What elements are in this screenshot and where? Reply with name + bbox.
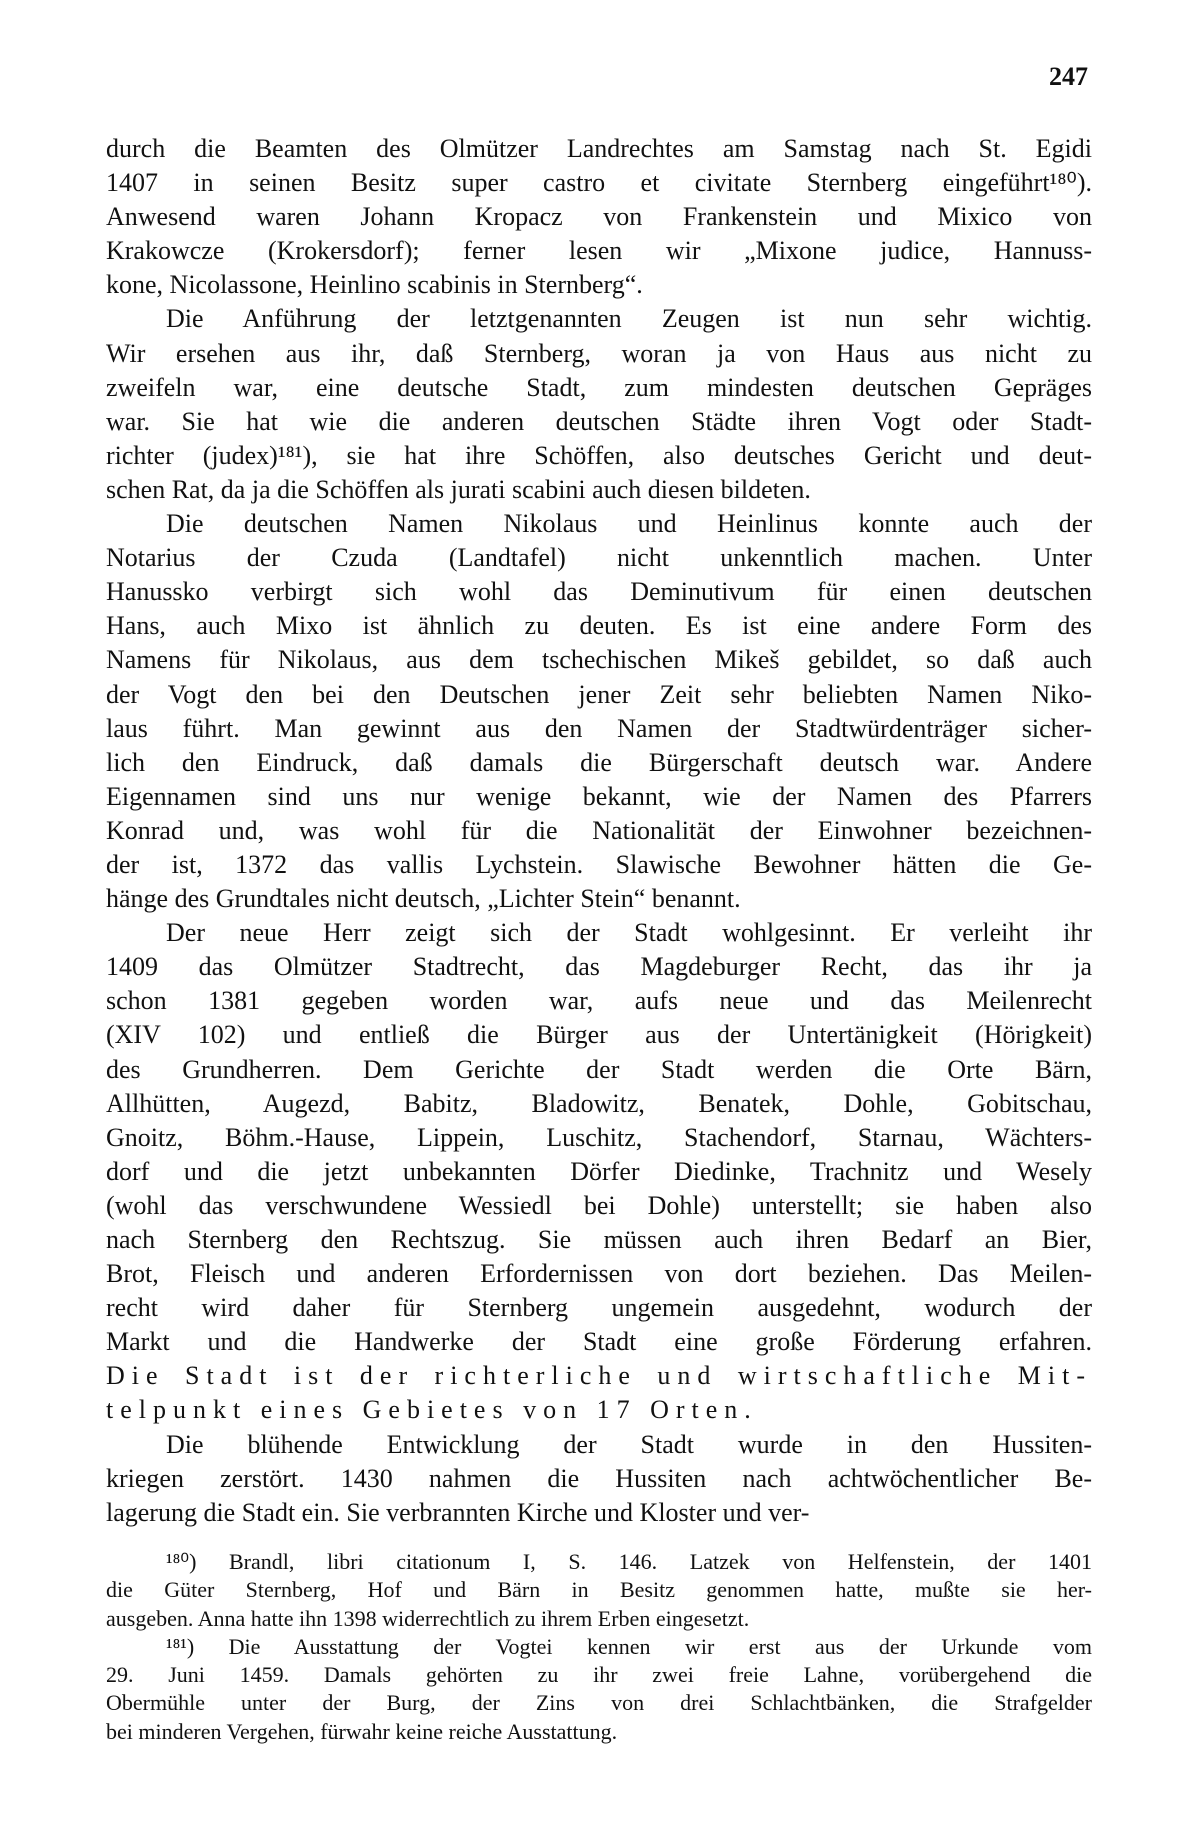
- text-line: dorf und die jetzt unbekannten Dörfer Diedinke, Trachnitz und Wesely: [106, 1156, 1092, 1186]
- text-line: (XIV 102) und entließ die Bürger aus der Untertänigkeit (Hörigkeit): [106, 1020, 1092, 1050]
- text-line: Die deutschen Namen Nikolaus und Heinlinus konnte auch der: [166, 509, 1092, 539]
- text-line: Eigennamen sind uns nur wenige bekannt, wie der Namen des Pfarrers: [106, 781, 1092, 811]
- text-line: Krakowcze (Krokersdorf); ferner lesen wir „Mixone judice, Hannuss-: [106, 236, 1092, 266]
- text-line: Die Anführung der letztgenannten Zeugen ist nun sehr wichtig.: [166, 304, 1092, 334]
- text-line: richter (judex)¹⁸¹), sie hat ihre Schöffen, also deutsches Gericht und deut-: [106, 440, 1092, 470]
- text-line: Die Stadt ist der richterliche und wirtschaftliche Mit-: [106, 1361, 1092, 1391]
- footnote-line: ausgeben. Anna hatte ihn 1398 widerrechtlich zu ihrem Erben eingesetzt.: [106, 1605, 750, 1631]
- text-line: nach Sternberg den Rechtszug. Sie müssen auch ihren Bedarf an Bier,: [106, 1225, 1092, 1254]
- text-line: Hanussko verbirgt sich wohl das Deminutivum für einen deutschen: [106, 577, 1092, 607]
- text-line: der Vogt den bei den Deutschen jener Zeit sehr beliebten Namen Niko-: [106, 679, 1092, 709]
- footnote-line: ¹⁸⁰) Brandl, libri citationum I, S. 146. Latzek von Helfenstein, der 1401: [166, 1549, 1092, 1574]
- footnotes: [106, 1548, 1092, 1746]
- text-line: war. Sie hat wie die anderen deutschen Städte ihren Vogt oder Stadt-: [106, 406, 1092, 436]
- text-line: Allhütten, Augezd, Babitz, Bladowitz, Benatek, Dohle, Gobitschau,: [106, 1088, 1092, 1118]
- text-line: telpunkt eines Gebietes von 17 Orten.: [106, 1395, 758, 1425]
- text-line: hänge des Grundtales nicht deutsch, „Lichter Stein“ benannt.: [106, 884, 741, 914]
- text-line: Hans, auch Mixo ist ähnlich zu deuten. Es ist eine andere Form des: [106, 611, 1092, 641]
- text-line: 1409 das Olmützer Stadtrecht, das Magdeburger Recht, das ihr ja: [106, 952, 1092, 982]
- text-line: kriegen zerstört. 1430 nahmen die Hussiten nach achtwöchentlicher Be-: [106, 1463, 1092, 1493]
- text-line: des Grundherren. Dem Gerichte der Stadt werden die Orte Bärn,: [106, 1054, 1092, 1084]
- text-line: lich den Eindruck, daß damals die Bürgerschaft deutsch war. Andere: [106, 747, 1092, 777]
- text-line: kone, Nicolassone, Heinlino scabinis in Sternberg“.: [106, 270, 643, 300]
- page-number: 247: [1049, 62, 1088, 91]
- text-line: Gnoitz, Böhm.-Hause, Lippein, Luschitz, Stachendorf, Starnau, Wächters-: [106, 1122, 1092, 1152]
- text-line: durch die Beamten des Olmützer Landrechtes am Samstag nach St. Egidi: [106, 134, 1092, 163]
- text-line: recht wird daher für Sternberg ungemein ausgedehnt, wodurch der: [106, 1293, 1092, 1323]
- text-line: lagerung die Stadt ein. Sie verbrannten Kirche und Kloster und ver-: [106, 1497, 810, 1527]
- text-line: Notarius der Czuda (Landtafel) nicht unkenntlich machen. Unter: [106, 543, 1092, 573]
- text-line: zweifeln war, eine deutsche Stadt, zum mindesten deutschen Gepräges: [106, 372, 1092, 402]
- text-line: schon 1381 gegeben worden war, aufs neue und das Meilenrecht: [106, 986, 1092, 1016]
- text-line: der ist, 1372 das vallis Lychstein. Slawische Bewohner hätten die Ge-: [106, 849, 1092, 879]
- text-line: Wir ersehen aus ihr, daß Sternberg, woran ja von Haus aus nicht zu: [106, 338, 1092, 368]
- text-line: (wohl das verschwundene Wessiedl bei Dohle) unterstellt; sie haben also: [106, 1190, 1092, 1220]
- text-line: Namens für Nikolaus, aus dem tschechischen Mikeš gebildet, so daß auch: [106, 645, 1092, 675]
- text-line: Der neue Herr zeigt sich der Stadt wohlgesinnt. Er verleiht ihr: [166, 918, 1092, 948]
- footnote-line: Obermühle unter der Burg, der Zins von drei Schlachtbänken, die Strafgelder: [106, 1690, 1092, 1716]
- text-line: Brot, Fleisch und anderen Erfordernissen von dort beziehen. Das Meilen-: [106, 1259, 1092, 1289]
- body-text: [106, 132, 1092, 1530]
- footnote-line: ¹⁸¹) Die Ausstattung der Vogtei kennen wir erst aus der Urkunde vom: [166, 1633, 1092, 1659]
- footnote-line: 29. Juni 1459. Damals gehörten zu ihr zwei freie Lahne, vorübergehend die: [106, 1662, 1092, 1688]
- text-line: Anwesend waren Johann Kropacz von Frankenstein und Mixico von: [106, 202, 1092, 232]
- footnote-line: bei minderen Vergehen, fürwahr keine reiche Ausstattung.: [106, 1718, 618, 1744]
- text-line: schen Rat, da ja die Schöffen als jurati scabini auch diesen bildeten.: [106, 474, 811, 504]
- text-line: Die blühende Entwicklung der Stadt wurde in den Hussiten-: [166, 1429, 1092, 1459]
- text-line: Konrad und, was wohl für die Nationalität der Einwohner bezeichnen-: [106, 815, 1092, 845]
- text-line: laus führt. Man gewinnt aus den Namen der Stadtwürdenträger sicher-: [106, 713, 1092, 743]
- footnote-line: die Güter Sternberg, Hof und Bärn in Besitz genommen hatte, mußte sie her-: [106, 1577, 1092, 1603]
- text-line: 1407 in seinen Besitz super castro et civitate Sternberg eingeführt¹⁸⁰).: [106, 168, 1092, 198]
- text-line: Markt und die Handwerke der Stadt eine große Förderung erfahren.: [106, 1327, 1092, 1357]
